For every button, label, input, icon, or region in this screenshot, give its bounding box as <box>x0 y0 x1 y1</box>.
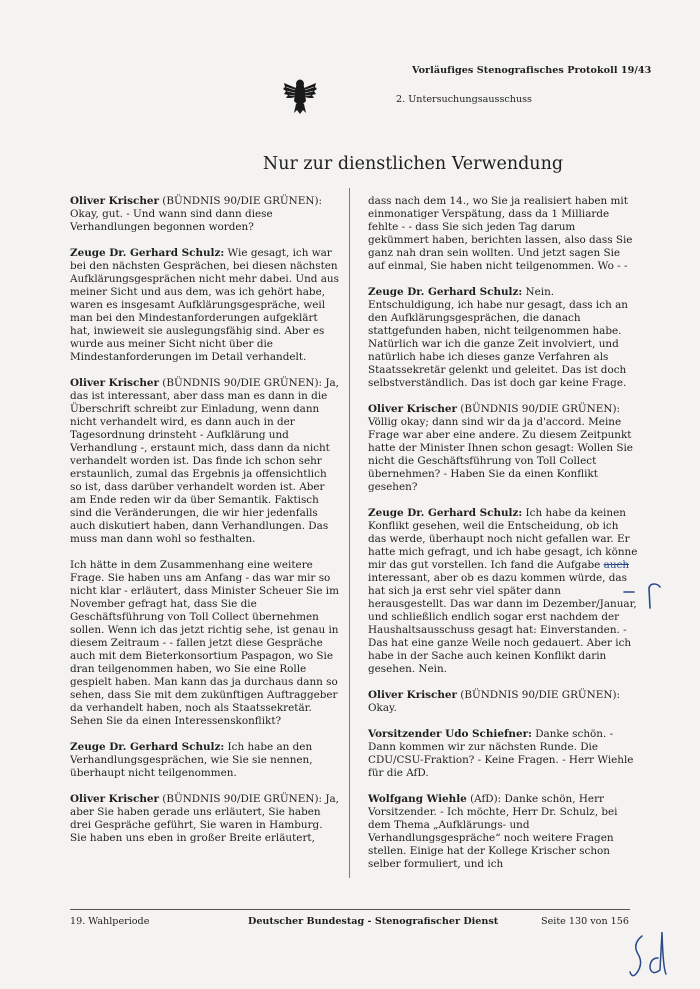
transcript-paragraph <box>70 377 340 546</box>
transcript-paragraph <box>368 728 638 780</box>
protocol-title: Vorläufiges Stenografisches Protokoll 19/43 <box>412 65 652 76</box>
speech-text: Ja, das ist interessant, aber dass man es dann in die Überschrift schreibt zur Einladung, wenn dann nicht verhandelt wird, es dann auch in der Tagesordnung drinsteht - Aufklärung und Verhandlung -, erstaunt mich, dass dann da nicht verhandelt worden ist. Das finde ich schon sehr erstaunlich, zumal das Ergebnis ja offensichtlich so ist, dass darüber verhandelt worden ist. Aber am Ende reden wir da über Semantik. Faktisch sind die Veränderungen, die wir hier jedenfalls auch diskutiert haben, dann Verhandlungen. Das muss man dann wohl so festhalten. <box>70 377 339 545</box>
transcript-paragraph <box>368 793 638 871</box>
transcript-paragraph <box>368 507 638 676</box>
speaker-party: (BÜNDNIS 90/DIE GRÜNEN): <box>456 689 621 701</box>
speaker-name: Oliver Krischer <box>368 689 457 701</box>
transcript-paragraph <box>70 741 340 780</box>
transcript-paragraph <box>70 195 340 234</box>
legislative-period: 19. Wahlperiode <box>70 916 150 927</box>
left-column <box>70 195 340 858</box>
speech-text: Danke schön, Herr Vorsitzender. - Ich möchte, Herr Dr. Schulz, bei dem Thema „Aufklärungs- und Verhandlungsgespräche“ noch weitere Fragen stellen. Einige hat der Kollege Krischer schon selber formuliert, und ich <box>368 793 618 870</box>
speech-text: Völlig okay; dann sind wir da ja d'accord. Meine Frage war aber eine andere. Zu diesem Zeitpunkt hatte der Minister Ihnen schon gesagt: Wollen Sie nicht die Geschäftsführung von Toll Collect übernehmen? - Haben Sie da einen Konflikt gesehen? <box>368 416 633 493</box>
speech-text: Nein. Entschuldigung, ich habe nur gesagt, dass ich an den Aufklärungsgesprächen, die danach stattgefunden haben, nicht teilgenommen habe. Natürlich war ich die ganze Zeit involviert, und natürlich habe ich dieses ganze Verfahren als Staatssekretär gelenkt und geleitet. Das ist doch selbstverständlich. Das ist doch gar keine Frage. <box>368 286 628 389</box>
speaker-name: Oliver Krischer <box>70 377 159 389</box>
transcript-paragraph <box>368 195 638 273</box>
right-column <box>368 195 638 884</box>
speaker-name: Wolfgang Wiehle <box>368 793 467 805</box>
footer-rule <box>70 909 630 910</box>
speaker-party: (BÜNDNIS 90/DIE GRÜNEN): <box>456 403 621 415</box>
page-number: Seite 130 von 156 <box>541 916 629 927</box>
speech-text: Wie gesagt, ich war bei den nächsten Gesprächen, bei diesen nächsten Aufklärungsgesprächen nicht mehr dabei. Und aus meiner Sicht und aus dem, was ich gehört habe, waren es insgesamt Aufklärungsgespräche, weil man bei den Mindestanforderungen aufgeklärt hat, inwieweit sie auslegungsfähig sind. Aber es wurde aus meiner Sicht nicht über die Mindestanforderungen im Detail verhandelt. <box>70 247 339 363</box>
committee-name: 2. Untersuchungsausschuss <box>396 94 532 105</box>
speech-text: Okay, gut. - Und wann sind dann diese Verhandlungen begonnen worden? <box>70 208 273 233</box>
speaker-name: Oliver Krischer <box>70 793 159 805</box>
transcript-paragraph <box>70 247 340 364</box>
speaker-party: (BÜNDNIS 90/DIE GRÜNEN): <box>158 793 323 805</box>
transcript-paragraph <box>368 403 638 494</box>
speech-text: Okay. <box>368 702 397 714</box>
handwritten-initials-icon <box>628 928 680 980</box>
transcript-paragraph <box>70 559 340 728</box>
struck-word: auch <box>603 559 630 571</box>
speech-text: dass nach dem 14., wo Sie ja realisiert haben mit einmonatiger Verspätung, dass da 1 Milliarde fehlte - - dass Sie sich jeden Tag darum gekümmert haben, berichten lassen, also dass Sie ganz nah dran sein wollten. Und jetzt sagen Sie auf einmal, Sie haben nicht teilgenommen. Wo - - <box>368 195 633 272</box>
speaker-party: (BÜNDNIS 90/DIE GRÜNEN): <box>158 377 323 389</box>
transcript-paragraph <box>368 689 638 715</box>
transcript-paragraph <box>70 793 340 845</box>
speaker-party: (AfD): <box>466 793 502 805</box>
restriction-notice: Nur zur dienstlichen Verwendung <box>262 154 564 174</box>
speaker-name: Zeuge Dr. Gerhard Schulz: <box>70 741 225 753</box>
speaker-name: Oliver Krischer <box>368 403 457 415</box>
speaker-party: (BÜNDNIS 90/DIE GRÜNEN): <box>158 195 323 207</box>
column-divider <box>349 188 350 878</box>
speaker-name: Zeuge Dr. Gerhard Schulz: <box>70 247 225 259</box>
speaker-name: Vorsitzender Udo Schiefner: <box>368 728 532 740</box>
issuing-service: Deutscher Bundestag - Stenografischer Dienst <box>248 916 499 927</box>
speaker-name: Zeuge Dr. Gerhard Schulz: <box>368 286 523 298</box>
speech-text: Ich hätte in dem Zusammenhang eine weitere Frage. Sie haben uns am Anfang - das war mir so nicht klar - erläutert, dass Minister Scheuer Sie im November gefragt hat, dass Sie die Geschäftsführung von Toll Collect übernehmen sollen. Wenn ich das jetzt richtig sehe, ist genau in diesem Zeitraum - - fallen jetzt diese Gespräche auch mit dem Bieterkonsortium Paspagon, wo Sie dran teilgenommen haben, wo Sie eine Rolle gespielt haben. Man kann das ja durchaus dann so sehen, dass Sie mit dem zukünftigen Auftraggeber da verhandelt haben, noch als Staatssekretär. Sehen Sie da einen Interessenskonflikt? <box>70 559 339 727</box>
speech-text: Danke schön. - Dann kommen wir zur nächsten Runde. Die CDU/CSU-Fraktion? - Keine Fragen. - Herr Wiehle für die AfD. <box>368 728 634 779</box>
speech-text: Ich habe da keinen Konflikt gesehen, weil die Entscheidung, ob ich das werde, überhaupt noch nicht gefallen war. Er hatte mich gefragt, und ich habe gesagt, ich könne mir das gut vorstellen. Ich fand die Aufgabe <box>368 507 638 571</box>
speech-text: Ich habe an den Verhandlungsgesprächen, wie Sie sie nennen, überhaupt nicht teilgenommen. <box>70 741 313 779</box>
speaker-name: Zeuge Dr. Gerhard Schulz: <box>368 507 523 519</box>
transcript-paragraph <box>368 286 638 390</box>
speech-text: interessant, aber ob es dazu kommen würde, das hat sich ja erst sehr viel später dann herausgestellt. Das war dann im Dezember/Januar, und schließlich endlich sogar erst nachdem der Haushaltsausschuss gesagt hat: Einverstanden. - Das hat eine ganze Weile noch gedauert. Aber ich habe in der Sache auch keinen Konflikt darin gesehen. Nein. <box>368 572 637 675</box>
federal-eagle-icon <box>282 77 318 115</box>
speaker-name: Oliver Krischer <box>70 195 159 207</box>
correction-mark-icon <box>622 578 662 612</box>
speech-text: Ja, aber Sie haben gerade uns erläutert, Sie haben drei Gespräche geführt, Sie waren in Hamburg. Sie haben uns eben in großer Breite erläutert, <box>70 793 339 844</box>
